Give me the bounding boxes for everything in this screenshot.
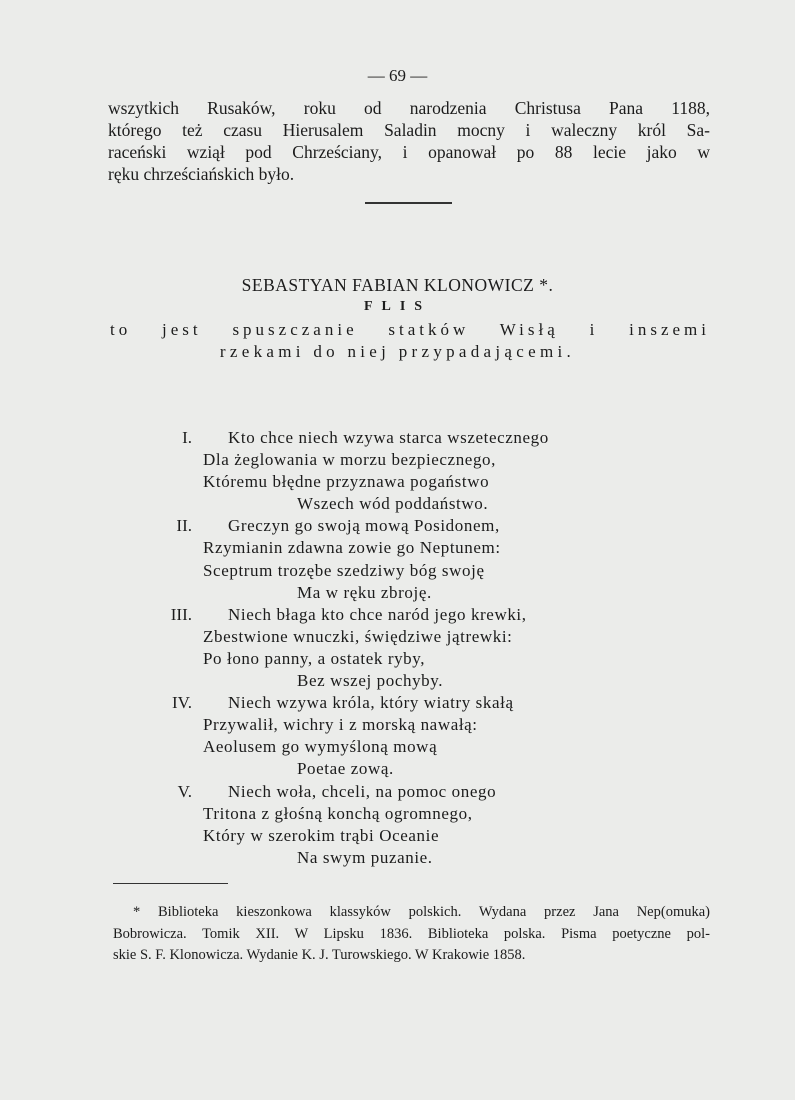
verse-text: Greczyn go swoją mową Posidonem, — [228, 516, 500, 536]
verse-text: Poetae zową. — [297, 759, 394, 779]
verse-line — [0, 781, 795, 803]
verse-text: Ma w ręku zbroję. — [297, 582, 432, 602]
verse-line — [0, 471, 795, 493]
verse-text: Na swym puzanie. — [297, 847, 433, 867]
verse-text: Zbestwione wnuczki, świędziwe jątrewki: — [203, 626, 513, 646]
verse-line — [0, 515, 795, 537]
prose-paragraph — [108, 97, 710, 185]
stanza-numeral: IV. — [172, 693, 192, 713]
verse-text: Sceptrum trozębe szedziwy bóg swoję — [203, 560, 485, 580]
verse-text: Który w szerokim trąbi Oceanie — [203, 825, 440, 845]
verse-line — [0, 803, 795, 825]
page-number: — 69 — — [367, 66, 428, 85]
author-heading: SEBASTYAN FABIAN KLONOWICZ *. — [241, 275, 554, 295]
footnote-line: Bobrowicza. Tomik XII. W Lipsku 1836. Biblioteka polska. Pisma poetyczne pol- — [113, 925, 710, 942]
verse-line — [0, 626, 795, 648]
verse-line — [0, 825, 795, 847]
verse-text: Tritona z głośną konchą ogromnego, — [203, 803, 473, 823]
stanza-numeral: I. — [182, 428, 192, 447]
section-divider — [365, 202, 452, 204]
verse-text: Rzymianin zdawna zowie go Neptunem: — [203, 538, 501, 558]
verse-line — [0, 670, 795, 692]
verse-text: Wszech wód poddaństwo. — [297, 494, 489, 514]
prose-line: którego też czasu Hierusalem Saladin mocny i waleczny król Sa- — [108, 120, 710, 140]
verse-line — [0, 736, 795, 758]
verse-text: Niech woła, chceli, na pomoc onego — [228, 781, 497, 801]
footnote-line: * Biblioteka kieszonkowa klassyków polskich. Wydana przez Jana Nep(omuka) — [133, 904, 710, 920]
verse-text: Któremu błędne przyznawa pogaństwo — [203, 472, 490, 492]
stanza-numeral: III. — [170, 604, 192, 624]
footnote-divider — [113, 883, 228, 884]
verse-line — [0, 449, 795, 471]
verse-text: Niech wzywa króla, który wiatry skałą — [228, 693, 514, 713]
verse-text: Bez wszej pochyby. — [297, 671, 444, 691]
verse-text: Aeolusem go wymyśloną mową — [203, 737, 438, 757]
stanza-numeral: V. — [177, 781, 192, 801]
stanza-numeral: II. — [176, 516, 192, 536]
verse-line — [0, 493, 795, 515]
verse-line — [0, 537, 795, 559]
verse-line — [0, 582, 795, 604]
footnote-line: skie S. F. Klonowicza. Wydanie K. J. Turowskiego. W Krakowie 1858. — [113, 947, 526, 963]
verse-text: Dla żeglowania w morzu bezpiecznego, — [203, 450, 497, 470]
footnote — [113, 902, 710, 967]
verse-line — [0, 427, 795, 449]
poem-title: FLIS — [363, 299, 432, 314]
verse-line — [0, 692, 795, 714]
verse-line — [0, 560, 795, 582]
verse-text: Przywalił, wichry i z morską nawałą: — [203, 715, 478, 735]
verse-line — [0, 847, 795, 869]
poem-subtitle-line2: rzekami do niej przypadającemi. — [219, 342, 576, 361]
prose-line: ręku chrześciańskich było. — [108, 164, 295, 184]
prose-line: raceński wziął pod Chrześciany, i opanował po 88 lecie jako w — [108, 142, 710, 162]
verse-line — [0, 758, 795, 780]
poem-subtitle-line1: to jest spuszczanie statków Wisłą i inszemi — [110, 320, 710, 339]
verse-line — [0, 714, 795, 736]
verse-text: Kto chce niech wzywa starca wszetecznego — [228, 428, 549, 447]
poem-body — [0, 427, 795, 869]
verse-line — [0, 648, 795, 670]
verse-line — [0, 604, 795, 626]
verse-text: Po łono panny, a ostatek ryby, — [203, 648, 426, 668]
prose-line: wszytkich Rusaków, roku od narodzenia Christusa Pana 1188, — [108, 98, 710, 118]
verse-text: Niech błaga kto chce naród jego krewki, — [228, 604, 527, 624]
